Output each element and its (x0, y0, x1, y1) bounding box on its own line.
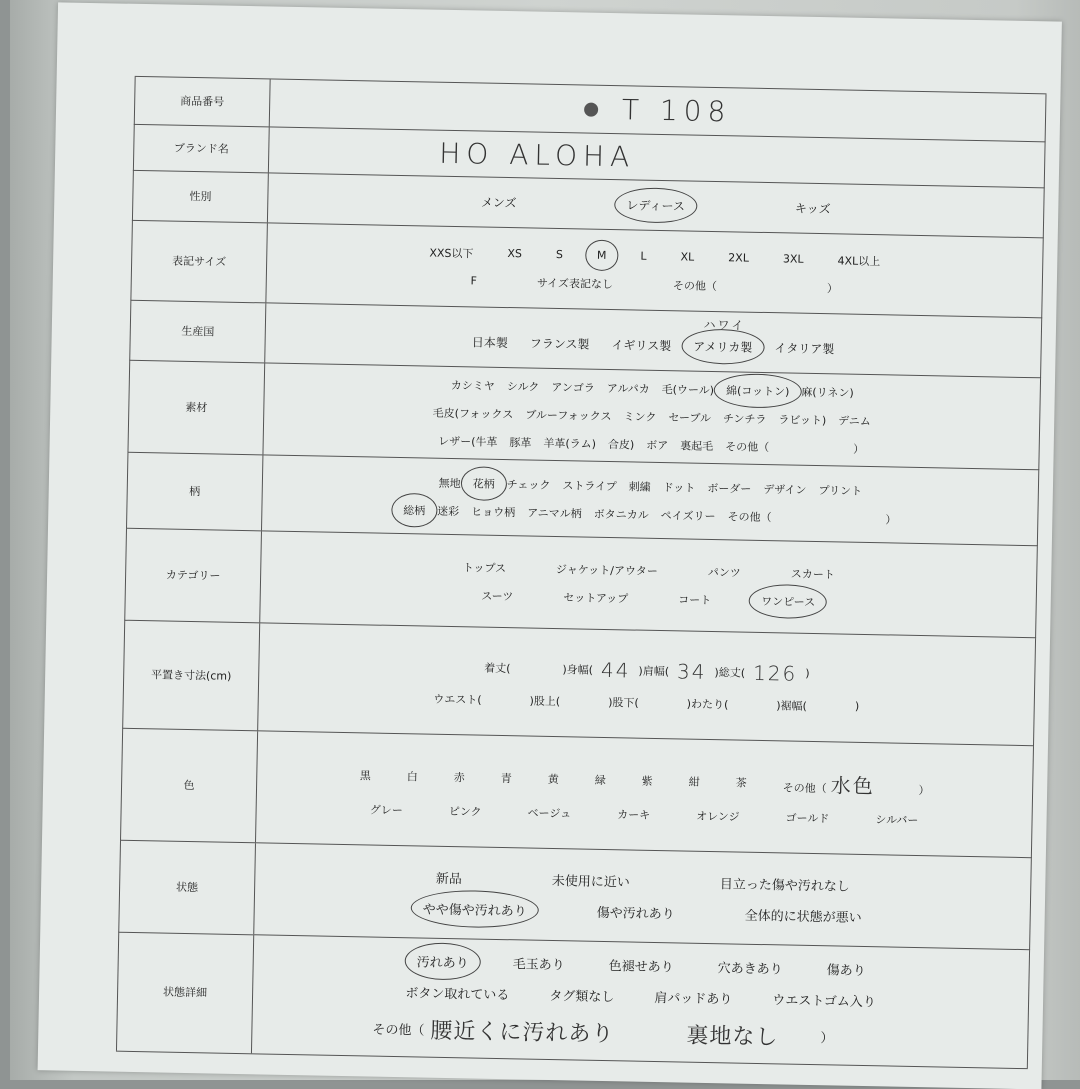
option-ladies: レディース (626, 198, 686, 214)
size-l: L (640, 249, 647, 263)
measure-body-width-value: 44 (600, 657, 631, 682)
pattern-plain: 無地 (438, 476, 461, 490)
category-skirt: スカート (790, 567, 835, 581)
material-alpaca: アルパカ (606, 381, 650, 396)
material-chinchilla: チンチラ (722, 411, 767, 426)
label-material: 素材 (128, 361, 265, 455)
detail-pilling: 毛玉あり (512, 956, 565, 973)
detail-fading: 色褪せあり (608, 958, 674, 975)
country-japan: 日本製 (471, 335, 508, 351)
category-jacket: ジャケット/アウター (555, 562, 658, 578)
option-mens: メンズ (480, 195, 517, 211)
category-coat: コート (678, 592, 712, 607)
material-linen: 麻(リネン) (801, 385, 854, 400)
color-beige: ベージュ (527, 806, 572, 821)
category-tops: トップス (462, 560, 507, 575)
material-angora: アンゴラ (551, 380, 595, 395)
pattern-animal: アニマル柄 (527, 505, 582, 521)
size-4xl: 4XL以上 (837, 253, 881, 268)
label-pattern: 柄 (127, 453, 263, 531)
detail-shoulder-pad: 肩パッドあり (654, 990, 733, 1007)
detail-hole: 穴あきあり (717, 960, 783, 977)
condition-some-damage: やや傷や汚れあり (423, 898, 527, 919)
color-green: 緑 (594, 773, 606, 787)
material-rabbit: ラビット) (778, 412, 827, 427)
material-boa: ボア (646, 438, 669, 452)
pattern-check: チェック (506, 477, 551, 492)
detail-waist-elastic: ウエストゴム入り (772, 992, 876, 1010)
measure-inseam: )股下( (608, 695, 639, 710)
pattern-other: その他（ (727, 509, 772, 524)
country-note: ハワイ (703, 317, 746, 333)
pattern-print: プリント (818, 483, 863, 498)
category-pants: パンツ (707, 565, 741, 580)
label-brand: ブランド名 (134, 125, 270, 173)
color-red: 赤 (453, 770, 465, 784)
row-condition (118, 841, 1032, 950)
label-size: 表記サイズ (131, 221, 267, 303)
size-3xl: 3XL (782, 252, 804, 266)
measure-body-width: )身幅( (562, 662, 594, 677)
pattern-allover: 総柄 (403, 503, 426, 518)
material-lamb: 羊革(ラム) (543, 436, 597, 451)
label-condition-detail: 状態詳細 (117, 933, 254, 1054)
size-2xl: 2XL (728, 251, 750, 265)
detail-button-missing: ボタン取れている (405, 985, 510, 1003)
label-color: 色 (121, 729, 258, 843)
label-country: 生産国 (130, 301, 266, 363)
brand-value: HO ALOHA (438, 136, 636, 174)
size-none: サイズ表記なし (536, 276, 614, 291)
pattern-stripe: ストライプ (562, 478, 617, 493)
option-kids: キッズ (794, 201, 831, 217)
label-category: カテゴリー (125, 529, 262, 623)
material-silk: シルク (506, 379, 540, 394)
material-synthetic: 合皮) (607, 437, 635, 452)
paper-sheet (38, 2, 1062, 1089)
detail-other-note-2: 裏地なし (686, 1023, 779, 1050)
material-wool: 毛(ウール) (661, 382, 715, 397)
country-france: フランス製 (529, 336, 590, 352)
measure-thigh: )わたり( (686, 697, 729, 711)
material-fur-fox: 毛皮(フォックス (432, 406, 514, 421)
color-khaki: カーキ (617, 808, 651, 822)
item-number-value: T 108 (621, 93, 732, 129)
country-italy: イタリア製 (774, 341, 835, 357)
color-orange: オレンジ (696, 809, 740, 824)
measure-total-length: )総丈( (714, 665, 746, 680)
color-yellow: 黄 (547, 772, 559, 786)
row-pattern: 柄 無地 花柄 チェック ストライプ 刺繍 ドット ボーダー デザイン プリント 総柄 迷彩 ヒョウ柄 アニマル柄 ボタニカル ペイズリー その他（ ） (126, 453, 1039, 546)
color-white: 白 (406, 769, 418, 783)
category-suit: スーツ (481, 589, 514, 603)
color-blue: 青 (500, 771, 512, 785)
size-xs: XS (507, 247, 523, 261)
size-s: S (555, 247, 564, 262)
redaction-dot-icon (584, 102, 598, 116)
measure-hem: )裾幅( (776, 698, 808, 713)
size-xxs: XXS以下 (429, 246, 474, 260)
pattern-floral: 花柄 (472, 476, 495, 491)
row-material: 素材 カシミヤ シルク アンゴラ アルパカ 毛(ウール) 綿(コットン) 麻(リネン) 毛皮(フォックス ブルーフォックス ミンク セーブル チンチラ ラビット) デニム レザー(牛革 豚革 羊革(ラム) 合皮) ボア 裏起毛 その他（ ） (127, 361, 1041, 470)
label-measurements: 平置き寸法 (cm) (123, 621, 260, 731)
material-blue-fox: ブルーフォックス (525, 407, 612, 423)
color-navy: 紺 (688, 775, 700, 789)
material-brushed: 裏起毛 (680, 438, 714, 453)
row-color (120, 729, 1034, 858)
pattern-camo: 迷彩 (437, 504, 460, 518)
color-gold: ゴールド (785, 811, 830, 826)
size-f: F (470, 274, 478, 288)
row-category (124, 529, 1038, 638)
material-pig: 豚革 (509, 435, 532, 450)
material-sable: セーブル (668, 410, 712, 425)
size-xl: XL (680, 250, 695, 264)
material-cashmere: カシミヤ (450, 378, 495, 393)
color-other: その他（ 水色 ） (782, 773, 930, 799)
label-gender: 性別 (133, 171, 269, 223)
detail-scratch: 傷あり (826, 962, 866, 979)
condition-bad: 全体的に状態が悪い (744, 908, 862, 926)
measure-total-length-value: 126 (752, 660, 798, 686)
size-m: M (596, 248, 607, 262)
condition-new: 新品 (435, 871, 462, 887)
color-brown: 茶 (735, 776, 747, 790)
country-usa: ハワイ アメリカ製 (693, 317, 753, 355)
color-pink: ピンク (448, 805, 482, 819)
row-measurements: 平置き寸法 (cm) 着丈( )身幅( 44 )肩幅( 34 )総丈( 126 ) ウエスト( )股上( )股下( )わたり( )裾幅( ) (122, 621, 1036, 746)
measure-shoulder-value: 34 (676, 658, 707, 684)
detail-stain: 汚れあり (417, 951, 469, 971)
label-item-number: 商品番号 (135, 77, 271, 127)
pattern-botanical: ボタニカル (593, 507, 649, 522)
label-condition: 状態 (119, 841, 256, 935)
color-silver: シルバー (875, 813, 919, 828)
color-black: 黒 (359, 768, 371, 783)
material-leather-cow: レザー(牛革 (438, 434, 498, 449)
pattern-paisley: ペイズリー (660, 508, 716, 523)
pattern-leopard: ヒョウ柄 (471, 504, 516, 519)
measure-shoulder: )肩幅( (638, 664, 670, 678)
item-form (116, 76, 1047, 1069)
pattern-embroidery: 刺繍 (628, 479, 651, 494)
material-other: その他（ (725, 439, 770, 454)
pattern-border: ボーダー (707, 481, 752, 496)
measure-rise: )股上( (529, 694, 561, 708)
material-mink: ミンク (623, 409, 657, 424)
row-condition-detail: 状態詳細 汚れあり 毛玉あり 色褪せあり 穴あきあり 傷あり ボタン取れている タグ類なし 肩パッドあり ウエストゴム入り その他（ 腰近くに汚れあり 裏地なし ） (116, 933, 1030, 1068)
detail-other-label: その他（ (372, 1022, 425, 1039)
category-setup: セットアップ (563, 590, 629, 605)
color-purple: 紫 (641, 774, 653, 788)
measure-length: 着丈( (484, 661, 511, 675)
color-other-value: 水色 (830, 773, 875, 799)
category-onepiece: ワンピース (761, 594, 816, 609)
country-uk: イギリス製 (611, 338, 672, 354)
pattern-dot: ドット (662, 480, 696, 495)
condition-damaged: 傷や汚れあり (596, 905, 675, 922)
measure-waist: ウエスト( (433, 692, 482, 707)
detail-other-note-1: 腰近くに汚れあり (430, 1018, 615, 1047)
material-cotton: 綿(コットン) (725, 383, 790, 398)
pattern-design: デザイン (763, 482, 807, 497)
condition-no-damage: 目立った傷や汚れなし (719, 876, 850, 895)
size-other: その他（ ） (672, 278, 839, 295)
detail-no-tag: タグ類なし (549, 988, 615, 1005)
color-gray: グレー (369, 803, 403, 818)
condition-near-unused: 未使用に近い (551, 873, 630, 890)
material-denim: デニム (838, 413, 871, 428)
